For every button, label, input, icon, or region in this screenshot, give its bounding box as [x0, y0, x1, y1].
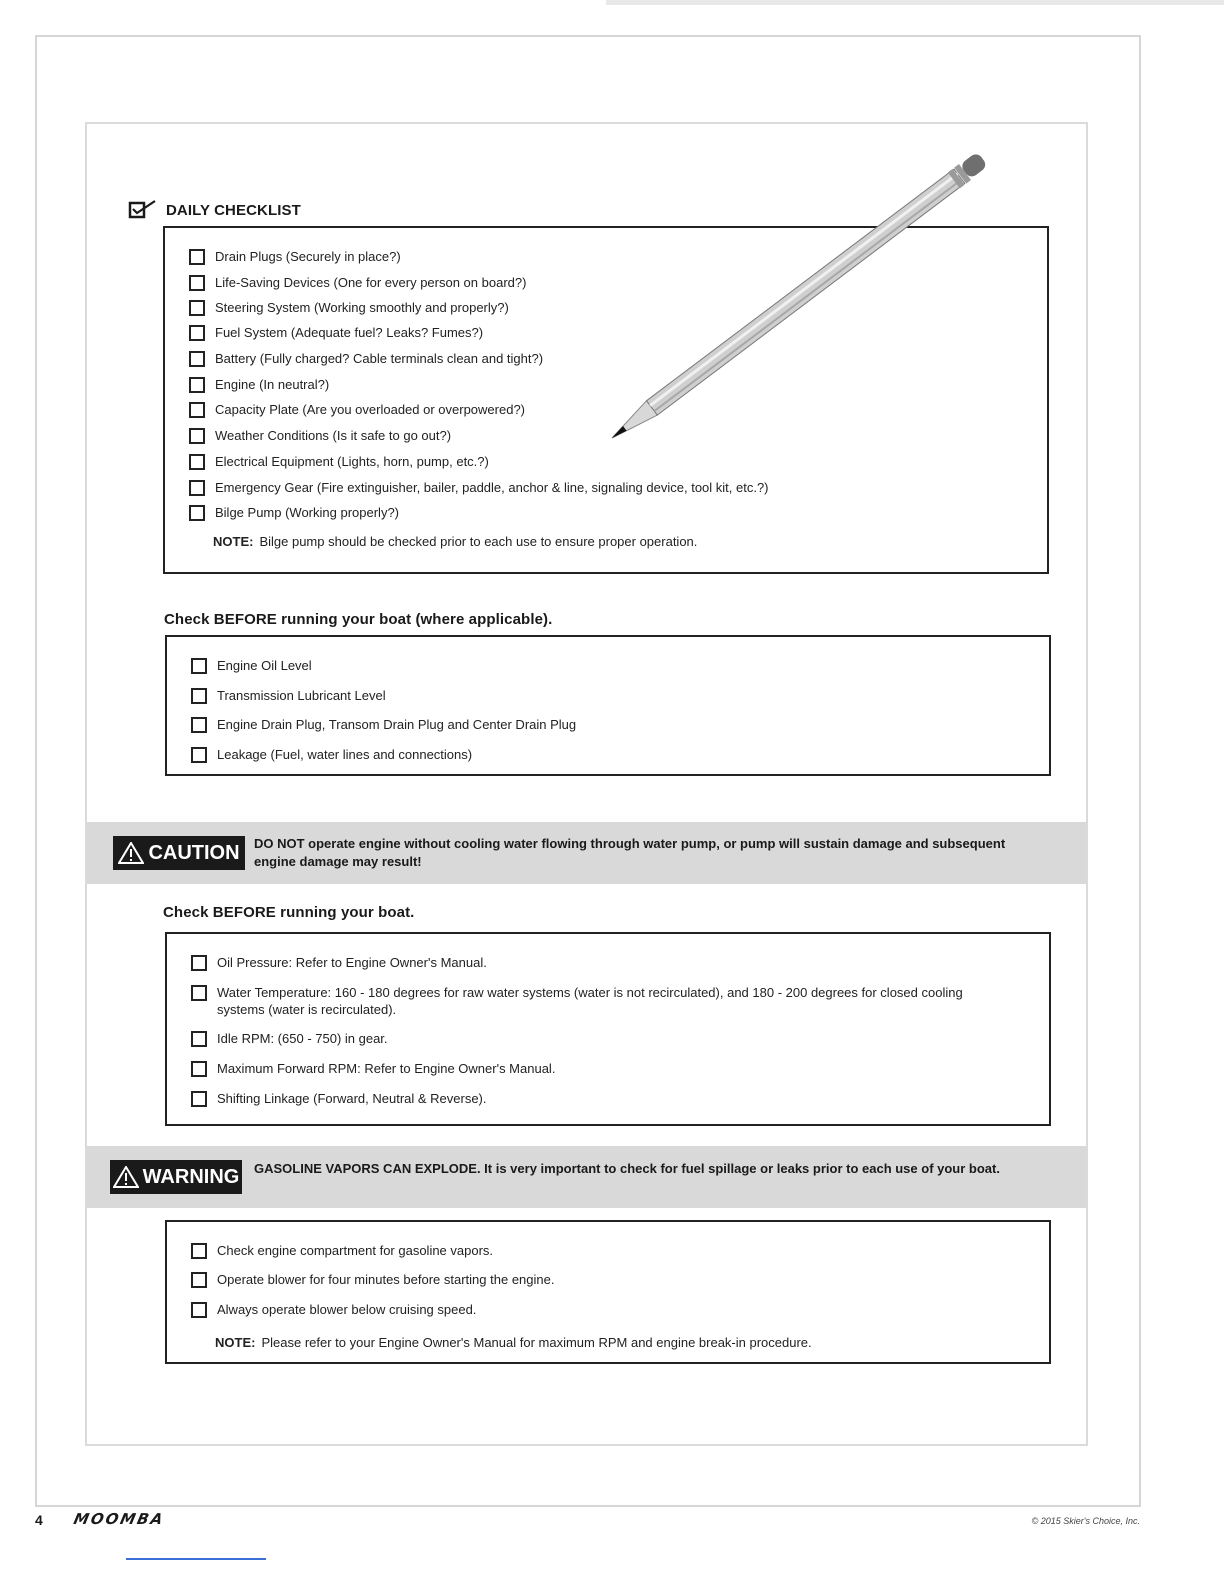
list-item: Always operate blower below cruising speed. — [191, 1301, 476, 1318]
checkbox[interactable] — [189, 300, 205, 316]
checkbox[interactable] — [189, 249, 205, 265]
checkbox[interactable] — [191, 1243, 207, 1259]
before-running-title: Check BEFORE running your boat. — [163, 904, 415, 921]
checkbox[interactable] — [191, 1061, 207, 1077]
checkbox[interactable] — [189, 402, 205, 418]
list-item: Shifting Linkage (Forward, Neutral & Reverse). — [191, 1090, 487, 1107]
checkbox[interactable] — [189, 351, 205, 367]
pencil-illustration — [600, 148, 1010, 453]
list-item: Engine Drain Plug, Transom Drain Plug and Center Drain Plug — [191, 716, 576, 733]
checkbox[interactable] — [189, 480, 205, 496]
list-item: Transmission Lubricant Level — [191, 687, 386, 704]
list-item: Check engine compartment for gasoline vapors. — [191, 1242, 493, 1259]
checkbox[interactable] — [191, 1272, 207, 1288]
checkbox[interactable] — [191, 1302, 207, 1318]
list-item: Operate blower for four minutes before starting the engine. — [191, 1271, 554, 1288]
checkbox[interactable] — [189, 377, 205, 393]
checkbox[interactable] — [191, 747, 207, 763]
list-item: Leakage (Fuel, water lines and connections) — [191, 746, 472, 763]
caution-badge: CAUTION — [113, 836, 245, 870]
checkbox[interactable] — [191, 688, 207, 704]
list-item: Drain Plugs (Securely in place?) — [189, 248, 401, 265]
before-applicable-box — [165, 635, 1051, 776]
list-item: Maximum Forward RPM: Refer to Engine Owner's Manual. — [191, 1060, 555, 1077]
list-item: Idle RPM: (650 - 750) in gear. — [191, 1030, 388, 1047]
note: NOTE: Please refer to your Engine Owner's Manual for maximum RPM and engine break-in procedure. — [215, 1335, 812, 1350]
list-item: Fuel System (Adequate fuel? Leaks? Fumes?) — [189, 324, 483, 341]
checkbox[interactable] — [189, 428, 205, 444]
list-item: Weather Conditions (Is it safe to go out?) — [189, 427, 451, 444]
note: NOTE: Bilge pump should be checked prior to each use to ensure proper operation. — [213, 534, 698, 549]
warning-badge: WARNING — [110, 1160, 242, 1194]
checkbox[interactable] — [189, 505, 205, 521]
top-edge-bar — [606, 0, 1224, 5]
list-item: Steering System (Working smoothly and properly?) — [189, 299, 509, 316]
warning-triangle-icon — [118, 842, 144, 864]
list-item: Engine (In neutral?) — [189, 376, 329, 393]
caution-text: DO NOT operate engine without cooling water flowing through water pump, or pump will sustain damage and subsequent engine damage may result! — [254, 836, 1006, 869]
checkbox[interactable] — [191, 985, 207, 1001]
checkbox[interactable] — [191, 1091, 207, 1107]
list-item: Oil Pressure: Refer to Engine Owner's Manual. — [191, 954, 487, 971]
list-item: Electrical Equipment (Lights, horn, pump, etc.?) — [189, 453, 489, 470]
daily-checklist-title: DAILY CHECKLIST — [166, 202, 301, 219]
gasoline-box — [165, 1220, 1051, 1364]
bottom-accent-line — [126, 1558, 266, 1560]
checkbox[interactable] — [191, 1031, 207, 1047]
before-applicable-title: Check BEFORE running your boat (where applicable). — [164, 611, 553, 628]
list-item: Capacity Plate (Are you overloaded or overpowered?) — [189, 401, 525, 418]
list-item: Engine Oil Level — [191, 657, 312, 674]
list-item: Emergency Gear (Fire extinguisher, bailer, paddle, anchor & line, signaling device, tool kit, etc.?) — [189, 479, 769, 496]
brand-logo: MOOMBA — [72, 1510, 167, 1528]
checkbox[interactable] — [191, 717, 207, 733]
before-running-box — [165, 932, 1051, 1126]
list-item: Bilge Pump (Working properly?) — [189, 504, 399, 521]
warning-text: GASOLINE VAPORS CAN EXPLODE. It is very important to check for fuel spillage or leaks prior to each use of your boat. — [254, 1161, 1000, 1176]
page-number: 4 — [35, 1512, 43, 1528]
list-item: Battery (Fully charged? Cable terminals clean and tight?) — [189, 350, 543, 367]
checkbox[interactable] — [189, 454, 205, 470]
checklist-icon — [128, 200, 158, 225]
checkbox[interactable] — [191, 955, 207, 971]
warning-triangle-icon — [113, 1166, 139, 1188]
list-item: Life-Saving Devices (One for every person on board?) — [189, 274, 526, 291]
list-item: Water Temperature: 160 - 180 degrees for raw water systems (water is not recirculated), and 180 - 200 degrees for closed cooling systems (water is recirculated). — [191, 984, 1001, 1018]
checkbox[interactable] — [191, 658, 207, 674]
checkbox[interactable] — [189, 325, 205, 341]
copyright: © 2015 Skier's Choice, Inc. — [1031, 1516, 1140, 1526]
checkbox[interactable] — [189, 275, 205, 291]
